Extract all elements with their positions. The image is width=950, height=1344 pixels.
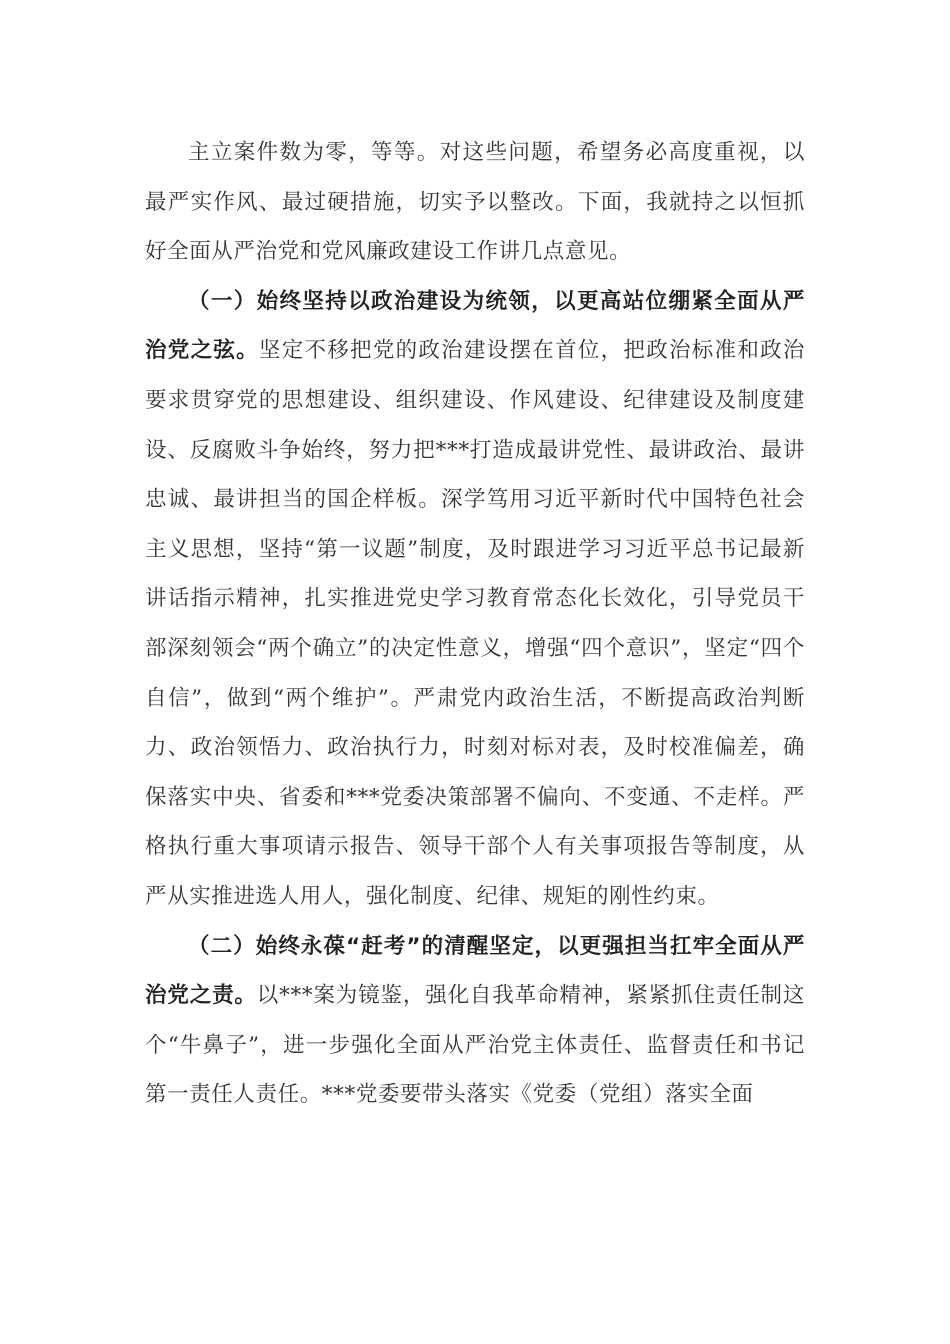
- document-body: [145, 128, 805, 1120]
- intro-paragraph-text: 主立案件数为零，等等。对这些问题，希望务必高度重视，以最严实作风、最过硬措施，切实予以整改。下面，我就持之以恒抓好全面从严治党和党风廉政建设工作讲几点意见。: [145, 140, 805, 265]
- section-two-text: 以***案为镜鉴，强化自我革命精神，紧紧抓住责任制这个“牛鼻子”，进一步强化全面从严治党主体责任、监督责任和书记第一责任人责任。***党委要带头落实《党委（党组）落实全面: [145, 983, 805, 1108]
- section-two-heading: （二）始终永葆“赶考”的清醒坚定，以更强担当扛牢全面从严治党之责。: [145, 933, 805, 1009]
- section-one-paragraph: [145, 277, 805, 922]
- section-one-text: 坚定不移把党的政治建设摆在首位，把政治标准和政治要求贯穿党的思想建设、组织建设、作风建设、纪律建设及制度建设、反腐败斗争始终，努力把***打造成最讲党性、最讲政治、最讲忠诚、最讲担当的国企样板。深学笃用习近平新时代中国特色社会主义思想，坚持“第一议题”制度，及时跟进学习习近平总书记最新讲话指示精神，扎实推进党史学习教育常态化长效化，引导党员干部深刻领会“两个确立”的决定性意义，增强“四个意识”，坚定“四个自信”，做到“两个维护”。严肃党内政治生活，不断提高政治判断力、政治领悟力、政治执行力，时刻对标对表，及时校准偏差，确保落实中央、省委和***党委决策部署不偏向、不变通、不走样。严格执行重大事项请示报告、领导干部个人有关事项报告等制度，从严从实推进选人用人，强化制度、纪律、规矩的刚性约束。: [145, 338, 805, 909]
- section-one-heading: （一）始终坚持以政治建设为统领，以更高站位绷紧全面从严治党之弦。: [145, 288, 805, 364]
- section-two-paragraph: [145, 922, 805, 1120]
- intro-paragraph: [145, 128, 805, 277]
